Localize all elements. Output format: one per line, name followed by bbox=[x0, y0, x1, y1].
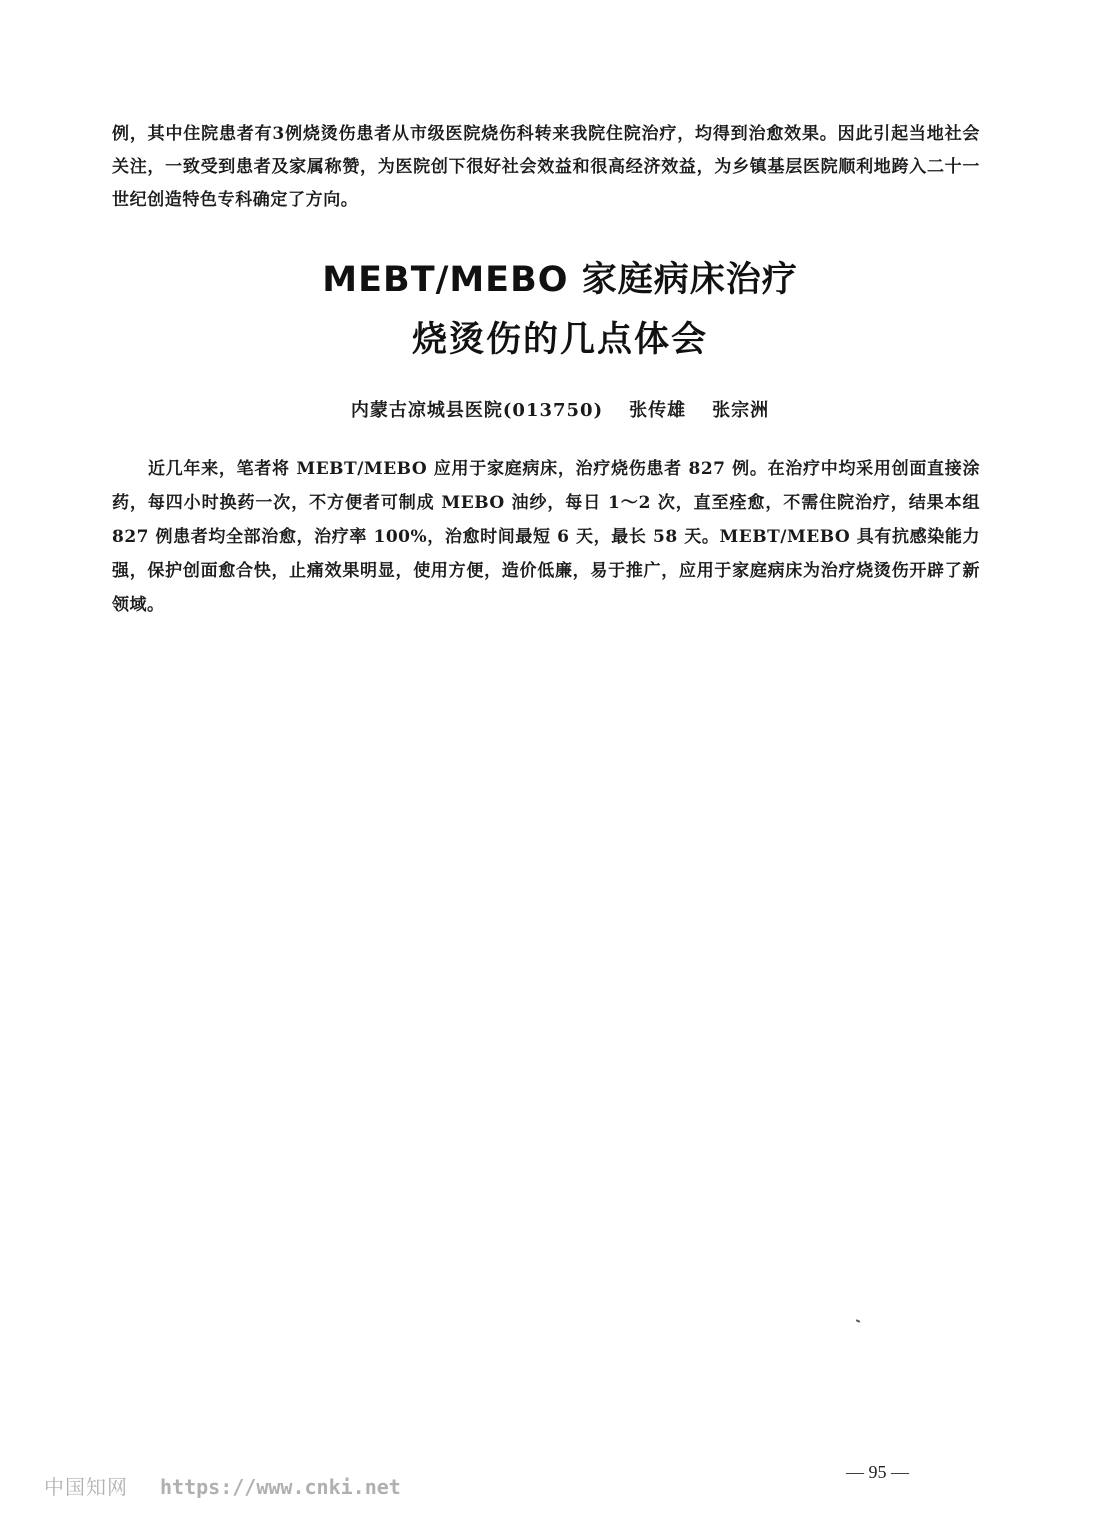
byline bbox=[0, 396, 1120, 422]
article-title-line-1: MEBT/MEBO 家庭病床治疗 bbox=[322, 260, 798, 300]
watermark-site: 中国知网 bbox=[44, 1475, 128, 1499]
affiliation: 内蒙古凉城县医院(013750) bbox=[350, 400, 604, 421]
article-body: 近几年来，笔者将 MEBT/MEBO 应用于家庭病床，治疗烧伤患者 827 例。在治疗中均采用创面直接涂药，每四小时换药一次，不方便者可制成 MEBO 油纱，每日 1～2 次，直至痊愈，不需住院治疗，结果本组 827 例患者均全部治愈，治疗率 100%，治愈时间最短 6 天，最长 58 天。MEBT/MEBO 具有抗感染能力强，保护创面愈合快，止痛效果明显，使用方便，造价低廉，易于推广，应用于家庭病床为治疗烧烫伤开辟了新领域。 bbox=[112, 459, 980, 615]
page-number: — 95 — bbox=[846, 1462, 909, 1482]
watermark-url: https://www.cnki.net bbox=[160, 1475, 401, 1499]
watermark bbox=[44, 1471, 401, 1500]
author-name: 张宗洲 bbox=[712, 400, 770, 421]
author-name: 张传雄 bbox=[629, 400, 687, 421]
continued-paragraph: 例，其中住院患者有3例烧烫伤患者从市级医院烧伤科转来我院住院治疗，均得到治愈效果。因此引起当地社会关注，一致受到患者及家属称赞，为医院创下很好社会效益和很高经济效益，为乡镇基层医院顺利地跨入二十一世纪创造特色专科确定了方向。 bbox=[112, 124, 980, 210]
article-title-line-2: 烧烫伤的几点体会 bbox=[411, 320, 708, 360]
scan-speck bbox=[856, 1319, 860, 1323]
